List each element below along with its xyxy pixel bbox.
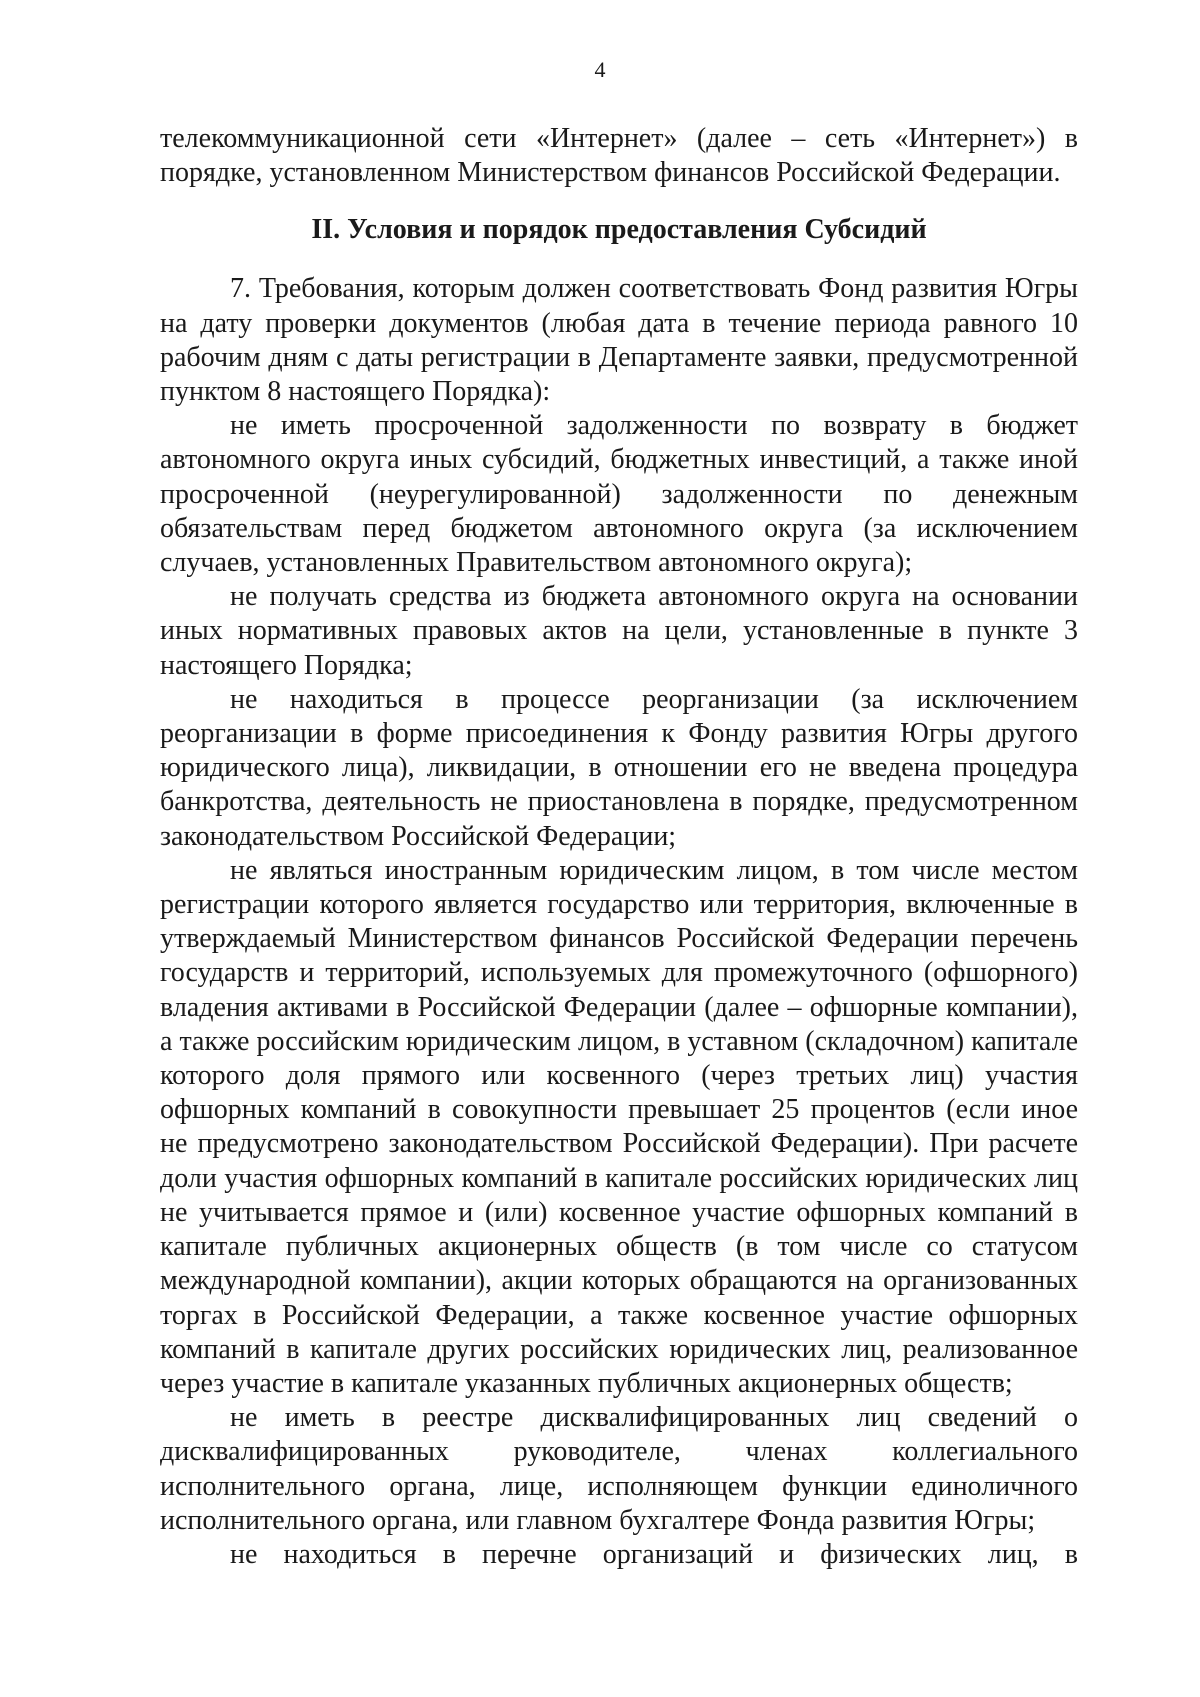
paragraph-requirement-list: не находиться в перечне организаций и физических лиц, в [230, 1538, 1078, 1570]
section-heading: II. Условия и порядок предоставления Субсидий [311, 214, 927, 246]
intro-paragraph: телекоммуникационной сети «Интернет» (далее – сеть «Интернет») в порядке, установленном Министерством финансов Российской Федерации. [160, 123, 1078, 189]
paragraph-requirement-disqualified: не иметь в реестре дисквалифицированных лиц сведений о дисквалифицированных руководителе, членах коллегиального исполнительного органа, лице, исполняющем функции единоличного исполнительного органа, или главном бухгалтере Фонда развития Югры; [160, 1402, 1078, 1536]
document-body [160, 122, 1078, 1572]
page-number: 4 [594, 57, 606, 82]
paragraph-requirement-offshore: не являться иностранным юридическим лицом, в том числе местом регистрации которого является государство или территория, включенные в утверждаемый Министерством финансов Российской Федерации перечень государств и территорий, используемых для промежуточного (офшорного) владения активами в Российской Федерации (далее – офшорные компании), а также российским юридическим лицом, в уставном (складочном) капитале которого доля прямого или косвенного (через третьих лиц) участия офшорных компаний в совокупности превышает 25 процентов (если иное не предусмотрено законодательством Российской Федерации). При расчете доли участия офшорных компаний в капитале российских юридических лиц не учитывается прямое и (или) косвенное участие офшорных компаний в капитале публичных акционерных обществ (в том числе со статусом международной компании), акции которых обращаются на организованных торгах в Российской Федерации, а также косвенное участие офшорных компаний в капитале других российских юридических лиц, реализованное через участие в капитале указанных публичных акционерных обществ; [160, 854, 1078, 1399]
paragraph-requirement-debt: не иметь просроченной задолженности по возврату в бюджет автономного округа иных субсидий, бюджетных инвестиций, а также иной просроченной (неурегулированной) задолженности по денежным обязательствам перед бюджетом автономного округа (за исключением случаев, установленных Правительством автономного округа); [160, 410, 1078, 579]
paragraph-requirement-reorganization: не находиться в процессе реорганизации (за исключением реорганизации в форме присоединения к Фонду развития Югры другого юридического лица), ликвидации, в отношении его не введена процедура банкротства, деятельность не приостановлена в порядке, предусмотренном законодательством Российской Федерации; [160, 683, 1078, 852]
paragraph-item-7: 7. Требования, которым должен соответствовать Фонд развития Югры на дату проверки документов (любая дата в течение периода равного 10 рабочим дням с даты регистрации в Департаменте заявки, предусмотренной пунктом 8 настоящего Порядка): [160, 273, 1078, 408]
paragraph-requirement-funds: не получать средства из бюджета автономного округа на основании иных нормативных правовых актов на цели, установленные в пункте 3 настоящего Порядка; [160, 581, 1078, 681]
